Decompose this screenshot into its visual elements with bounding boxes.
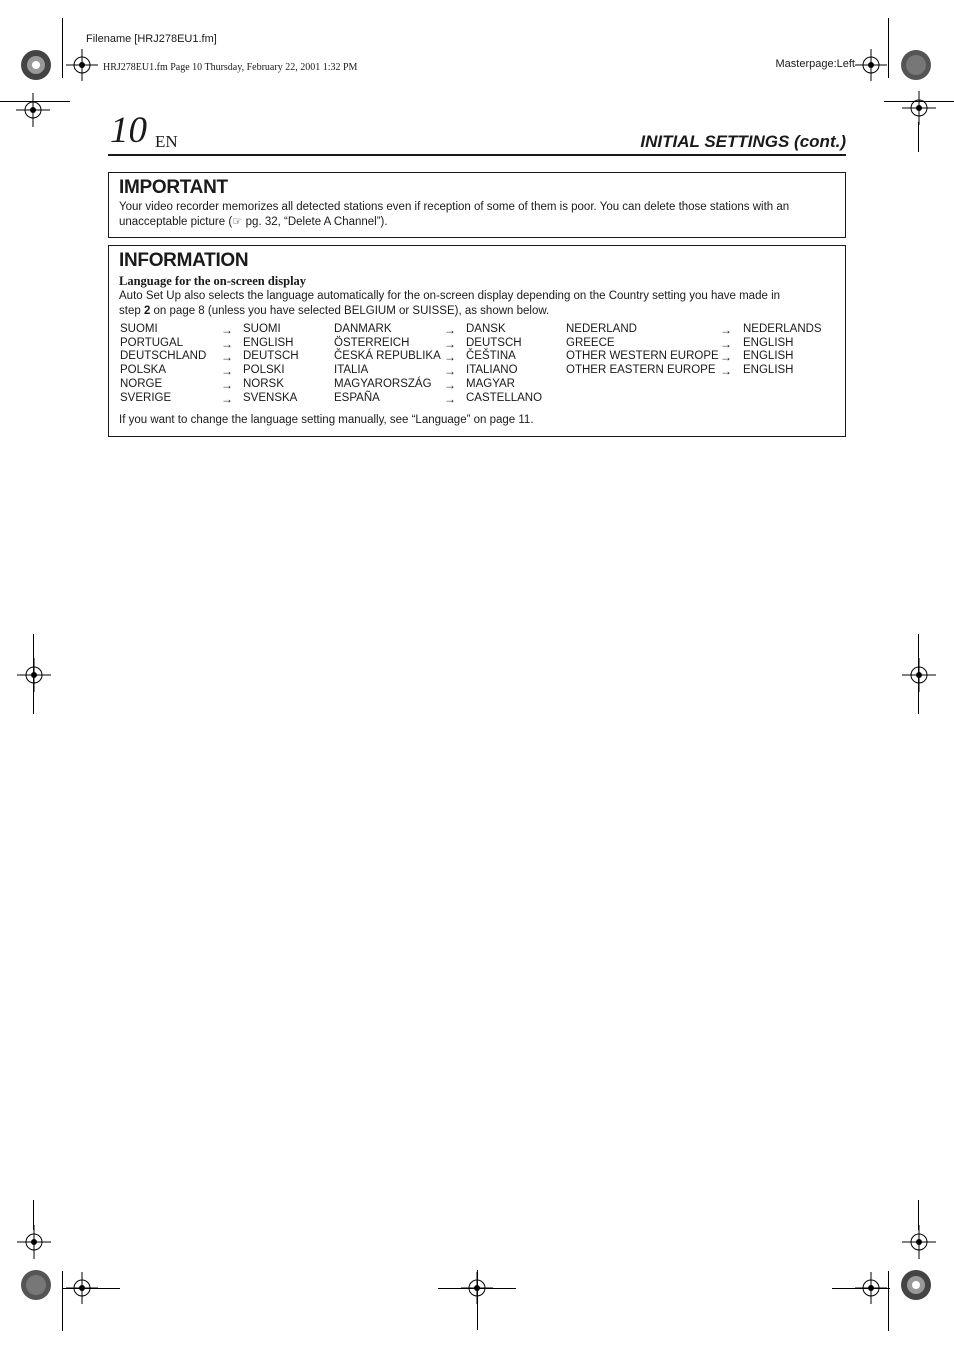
information-subheading: Language for the on-screen display	[119, 274, 307, 288]
language-name: DANSK	[466, 323, 506, 335]
arrow-right-icon: →	[720, 364, 732, 379]
arrow-right-icon: →	[444, 364, 456, 379]
country-name: SUOMI	[120, 323, 158, 335]
crosshair-icon	[66, 49, 98, 81]
registration-target-icon	[14, 1263, 58, 1307]
information-title: INFORMATION	[119, 250, 249, 271]
country-name: NORGE	[120, 377, 163, 390]
crop-line	[888, 18, 889, 78]
registration-target-icon	[894, 43, 938, 87]
language-name: SVENSKA	[243, 391, 298, 404]
language-name: ENGLISH	[743, 350, 794, 363]
information-box	[108, 245, 846, 437]
crop-line	[918, 122, 919, 152]
crosshair-icon	[855, 1272, 887, 1304]
important-text-line: Your video recorder memorizes all detected stations even if reception of some of them is poor. You can delete those stations with an	[119, 201, 790, 213]
country-name: POLSKA	[120, 364, 167, 377]
arrow-right-icon: →	[444, 336, 456, 351]
information-text-line: Auto Set Up also selects the language automatically for the on-screen display depending on the Country setting you have made in	[119, 290, 781, 302]
crosshair-icon	[902, 658, 936, 692]
page-number: 10	[110, 110, 147, 151]
country-name: MAGYARORSZÁG	[334, 377, 432, 390]
country-name: SVERIGE	[120, 391, 172, 404]
masterpage-label: Masterpage:Left	[775, 58, 855, 70]
country-name: OTHER WESTERN EUROPE	[566, 350, 719, 363]
language-name: ČEŠTINA	[466, 350, 516, 363]
registration-target-icon	[894, 1263, 938, 1307]
crosshair-icon	[461, 1272, 493, 1304]
country-name: GREECE	[566, 336, 615, 349]
crosshair-icon	[902, 91, 936, 125]
step-number: 2	[143, 305, 151, 317]
print-info: HRJ278EU1.fm Page 10 Thursday, February 22, 2001 1:32 PM	[103, 62, 358, 73]
important-text	[119, 200, 835, 230]
text-fragment: on page 8 (unless you have selected BELGIUM or SUISSE), as shown below.	[150, 305, 550, 317]
arrow-right-icon: →	[221, 364, 233, 379]
country-name: ESPAÑA	[334, 391, 380, 404]
crop-line	[888, 1271, 889, 1331]
language-name: CASTELLANO	[466, 391, 543, 404]
language-name: ITALIANO	[466, 364, 518, 377]
crop-line	[62, 1271, 63, 1331]
information-footer: If you want to change the language setting manually, see “Language” on page 11.	[119, 414, 534, 426]
country-name: DEUTSCHLAND	[120, 350, 207, 363]
crosshair-icon	[17, 658, 51, 692]
arrow-right-icon: →	[221, 350, 233, 365]
country-name: NEDERLAND	[566, 323, 637, 335]
section-title: INITIAL SETTINGS (cont.)	[640, 132, 846, 151]
arrow-right-icon: →	[221, 323, 233, 337]
registration-target-icon	[14, 43, 58, 87]
language-name: DEUTSCH	[243, 350, 299, 363]
arrow-right-icon: →	[221, 336, 233, 351]
text-fragment: step	[119, 305, 144, 317]
important-text-line: unacceptable picture (☞ pg. 32, “Delete A Channel”).	[119, 216, 388, 228]
crop-line	[62, 18, 63, 78]
crop-line	[918, 1200, 919, 1230]
crosshair-icon	[855, 49, 887, 81]
crosshair-icon	[902, 1225, 936, 1259]
language-name: POLSKI	[243, 364, 285, 377]
crop-line	[33, 1200, 34, 1230]
information-text	[119, 274, 835, 319]
important-box	[108, 172, 846, 238]
country-name: ČESKÁ REPUBLIKA	[334, 350, 441, 363]
arrow-right-icon: →	[720, 350, 732, 365]
language-name: ENGLISH	[743, 336, 794, 349]
page-language: EN	[155, 132, 178, 151]
important-title: IMPORTANT	[119, 177, 228, 198]
language-name: SUOMI	[243, 323, 281, 335]
filename-label: Filename [HRJ278EU1.fm]	[86, 33, 217, 45]
country-name: DANMARK	[334, 323, 392, 335]
arrow-right-icon: →	[444, 350, 456, 365]
country-name: PORTUGAL	[120, 336, 184, 349]
crosshair-icon	[17, 1225, 51, 1259]
language-name: DEUTSCH	[466, 336, 522, 349]
country-name: ITALIA	[334, 364, 369, 377]
arrow-right-icon: →	[720, 336, 732, 351]
arrow-right-icon: →	[444, 391, 456, 406]
arrow-right-icon: →	[221, 377, 233, 392]
language-name: NEDERLANDS	[743, 323, 822, 335]
language-name: ENGLISH	[243, 336, 294, 349]
language-name: NORSK	[243, 377, 284, 390]
language-name: ENGLISH	[743, 364, 794, 377]
crosshair-icon	[16, 93, 50, 127]
country-name: OTHER EASTERN EUROPE	[566, 364, 716, 377]
arrow-right-icon: →	[221, 391, 233, 406]
language-name: MAGYAR	[466, 377, 515, 390]
crop-line	[62, 1288, 120, 1289]
arrow-right-icon: →	[444, 323, 456, 337]
arrow-right-icon: →	[444, 377, 456, 392]
header-rule	[108, 154, 846, 156]
information-text-line	[119, 304, 835, 319]
arrow-right-icon: →	[720, 323, 732, 337]
country-name: ÖSTERREICH	[334, 336, 410, 349]
